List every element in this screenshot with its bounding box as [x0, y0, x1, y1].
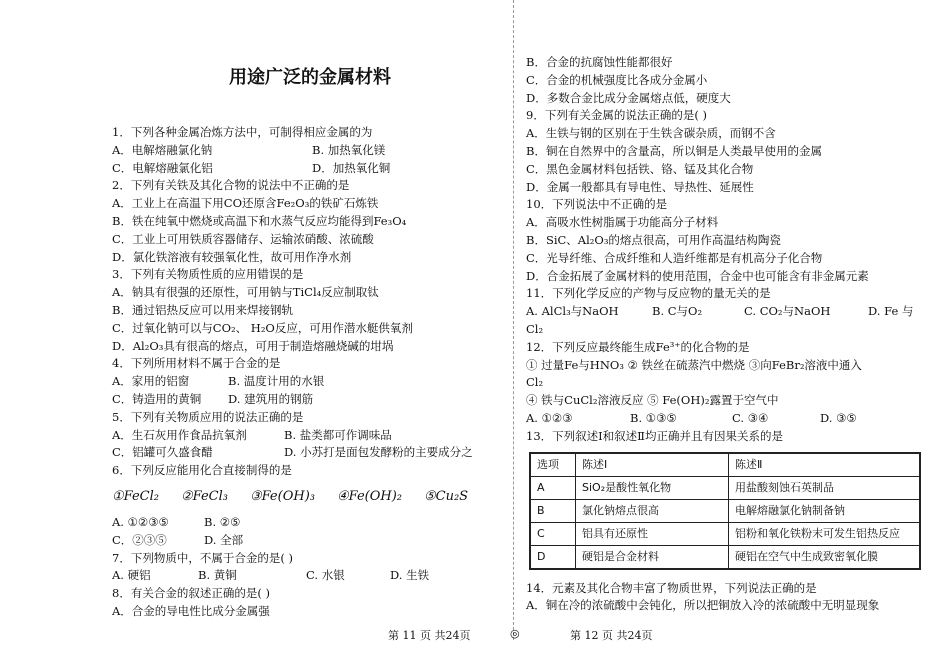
q5-option-b: B. 盐类都可作调味品	[284, 427, 392, 442]
q6-stem: 6．下列反应能用化合直接制得的是	[112, 463, 292, 478]
q8-option-b: B．合金的抗腐蚀性能都很好	[526, 55, 673, 69]
q5-option-d: D. 小苏打是面包发酵粉的主要成分之	[284, 445, 473, 460]
table-row	[530, 476, 920, 499]
table-cell: 用盐酸刻蚀石英制品	[729, 476, 921, 499]
q10-option-c: C．光导纤维、合成纤维和人造纤维都是有机高分子化合物	[526, 250, 823, 265]
q3-option-c: C．过氧化钠可以与CO₂、 H₂O反应，可用作潜水艇供氧剂	[112, 320, 413, 335]
q4-options-ab	[112, 373, 504, 391]
q6-formula-1: ①FeCl₂	[112, 489, 159, 505]
q9-option-c: C．黑色金属材料包括铁、铬、锰及其化合物	[526, 161, 754, 176]
table-header-cell: 选项	[530, 453, 576, 477]
table-cell: 硬铝是合金材料	[576, 545, 729, 569]
q12-items-1-cont: Cl₂	[526, 375, 544, 390]
q6-option-a: A. ①②③⑤	[112, 514, 169, 529]
q5-options-cd	[112, 444, 504, 462]
q1-options-ab	[112, 142, 504, 160]
q5-stem: 5．下列有关物质应用的说法正确的是	[112, 409, 304, 424]
q7-option-b: B. 黄铜	[198, 568, 237, 583]
q10-stem: 10．下列说法中不正确的是	[526, 197, 668, 212]
q2-option-c: C．工业上可用铁质容器储存、运输浓硝酸、浓硫酸	[112, 231, 374, 246]
q6-formulas	[112, 486, 504, 508]
table-header-row	[530, 453, 920, 477]
q11-option-d-cont: Cl₂	[526, 321, 544, 336]
table-row	[530, 522, 920, 545]
q12-items-1: ① 过量Fe与HNO₃ ② 铁丝在硫蒸汽中燃烧 ③向FeBr₂溶液中通入	[526, 357, 862, 372]
q12-stem: 12．下列反应最终能生成Fe³⁺的化合物的是	[526, 339, 750, 354]
q1-option-c: C．电解熔融氯化铝	[112, 160, 213, 175]
table-cell: 铝粉和氧化铁粉末可发生铝热反应	[729, 522, 921, 545]
q10-option-b: B．SiC、Al₂O₃的熔点很高，可用作高温结构陶瓷	[526, 232, 781, 247]
table-row	[530, 545, 920, 569]
q6-options-ab	[112, 514, 504, 532]
q2-option-a: A．工业上在高温下用CO还原含Fe₂O₃的铁矿石炼铁	[112, 196, 379, 211]
q7-options	[112, 567, 504, 585]
q6-option-d: D. 全部	[204, 532, 244, 547]
table-cell: C	[530, 522, 576, 545]
q13-stem: 13．下列叙述Ⅰ和叙述Ⅱ均正确并且有因果关系的是	[526, 428, 783, 443]
spacer	[526, 570, 930, 580]
table-cell: D	[530, 545, 576, 569]
right-column	[526, 54, 930, 615]
q11-option-b: B. C与O₂	[652, 304, 703, 319]
q9-option-a: A．生铁与钢的区别在于生铁含碳杂质，而钢不含	[526, 126, 776, 141]
q7-option-c: C. 水银	[306, 568, 345, 583]
q7-option-a: A. 硬铝	[112, 568, 151, 583]
q11-options	[526, 303, 930, 321]
q6-formula-5: ⑤Cu₂S	[424, 489, 469, 505]
q5-option-a: A．生石灰用作食品抗氧剂	[112, 427, 247, 442]
q3-option-a: A．钠具有很强的还原性，可用钠与TiCl₄反应制取钛	[112, 285, 379, 300]
q6-formula-2: ②FeCl₃	[180, 489, 228, 505]
table-cell: A	[530, 476, 576, 499]
footer-page-left: 第 11 页 共24页	[388, 629, 471, 642]
q8-option-a: A．合金的导电性比成分金属强	[112, 603, 270, 618]
q11-stem: 11．下列化学反应的产物与反应物的量无关的是	[526, 286, 771, 301]
q12-option-b: B. ①③⑤	[630, 410, 677, 425]
q1-option-a: A．电解熔融氯化钠	[112, 142, 213, 157]
q2-option-d: D．氯化铁溶液有较强氧化性，故可用作净水剂	[112, 249, 352, 264]
q8-option-c: C．合金的机械强度比各成分金属小	[526, 72, 708, 87]
q4-option-c: C．铸造用的黄铜	[112, 391, 202, 406]
table-cell: 铝具有还原性	[576, 522, 729, 545]
q4-option-b: B. 温度计用的水银	[228, 374, 325, 389]
q5-options-ab	[112, 427, 504, 445]
table-cell: SiO₂是酸性氧化物	[576, 476, 729, 499]
q4-option-a: A．家用的铝窗	[112, 374, 190, 389]
q1-stem: 1．下列各种金属冶炼方法中，可制得相应金属的为	[112, 125, 373, 139]
q12-option-c: C. ③④	[732, 410, 769, 425]
footer-center-mark: ◎	[510, 627, 520, 640]
q4-stem: 4．下列所用材料不属于合金的是	[112, 356, 281, 371]
table-cell: 氯化钠熔点很高	[576, 499, 729, 522]
q12-items-2: ④ 铁与CuCl₂溶液反应 ⑤ Fe(OH)₂露置于空气中	[526, 393, 779, 408]
q12-option-a: A. ①②③	[526, 410, 573, 425]
table-header-cell: 陈述Ⅱ	[729, 453, 921, 477]
q14-stem: 14．元素及其化合物丰富了物质世界，下列说法正确的是	[526, 580, 817, 595]
q6-formula-4: ④Fe(OH)₂	[336, 489, 402, 505]
q10-option-a: A．高吸水性树脂属于功能高分子材料	[526, 215, 719, 230]
q6-option-c: C．②③⑤	[112, 532, 167, 547]
q3-stem: 3．下列有关物质性质的应用错误的是	[112, 267, 304, 282]
q3-option-b: B．通过铝热反应可以用来焊接钢轨	[112, 302, 293, 317]
q1-options-cd	[112, 160, 504, 178]
column-divider	[513, 0, 514, 640]
q12-options	[526, 410, 930, 428]
q7-stem: 7．下列物质中，不属于合金的是( )	[112, 550, 293, 565]
page-title: 用途广泛的金属材料	[229, 67, 391, 88]
q9-stem: 9．下列有关金属的说法正确的是( )	[526, 108, 707, 123]
q6-options-cd	[112, 532, 504, 550]
table-row	[530, 499, 920, 522]
q1-option-d: D．加热氧化铜	[312, 160, 391, 175]
q2-option-b: B．铁在纯氧中燃烧或高温下和水蒸气反应均能得到Fe₃O₄	[112, 213, 407, 228]
q9-option-b: B．铜在自然界中的含量高，所以铜是人类最早使用的金属	[526, 143, 822, 158]
q7-option-d: D. 生铁	[390, 568, 430, 583]
q14-option-a: A．铜在冷的浓硫酸中会钝化，所以把铜放入冷的浓硫酸中无明显现象	[526, 598, 880, 613]
q10-option-d: D．合金拓展了金属材料的使用范围，合金中也可能含有非金属元素	[526, 268, 869, 283]
q8-stem: 8．有关合金的叙述正确的是( )	[112, 586, 270, 601]
q6-option-b: B. ②⑤	[204, 514, 241, 529]
q11-option-d: D. Fe 与	[868, 304, 914, 319]
table-cell: 硬铝在空气中生成致密氧化膜	[729, 545, 921, 569]
q3-option-d: D．Al₂O₃具有很高的熔点，可用于制造熔融烧碱的坩埚	[112, 338, 394, 353]
q11-option-c: C. CO₂与NaOH	[744, 304, 831, 319]
q4-option-d: D. 建筑用的钢筋	[228, 391, 314, 406]
left-column	[112, 124, 504, 621]
table-cell: 电解熔融氯化钠制备钠	[729, 499, 921, 522]
q6-formula-3: ③Fe(OH)₃	[249, 489, 315, 505]
q9-option-d: D．金属一般都具有导电性、导热性、延展性	[526, 179, 754, 194]
q2-stem: 2．下列有关铁及其化合物的说法中不正确的是	[112, 178, 350, 193]
q8-option-d: D．多数合金比成分金属熔点低，硬度大	[526, 90, 731, 105]
table-header-cell: 陈述Ⅰ	[576, 453, 729, 477]
q4-options-cd	[112, 391, 504, 409]
q11-option-a: A. AlCl₃与NaOH	[526, 304, 619, 319]
q1-option-b: B. 加热氧化镁	[312, 142, 386, 157]
q12-option-d: D. ③⑤	[820, 410, 857, 425]
q5-option-c: C．铝罐可久盛食醋	[112, 445, 213, 460]
footer-page-right: 第 12 页 共24页	[570, 629, 653, 642]
q13-table	[529, 452, 921, 570]
table-cell: B	[530, 499, 576, 522]
